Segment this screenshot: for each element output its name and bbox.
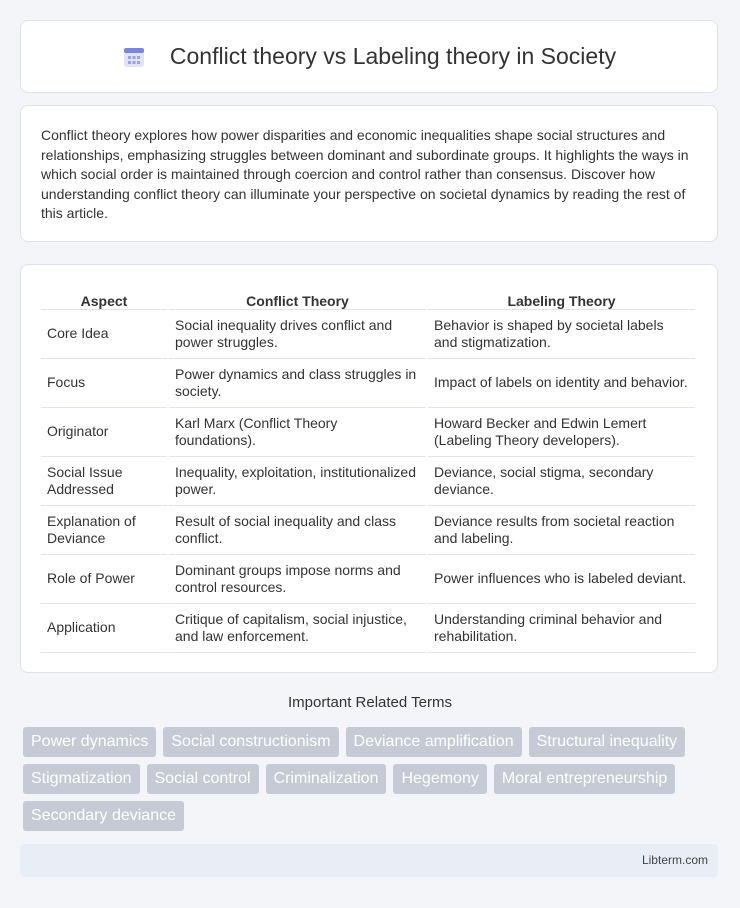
cell-aspect: Explanation of Deviance <box>41 506 167 555</box>
title-card <box>20 20 718 93</box>
comparison-table <box>39 285 697 653</box>
table-row <box>41 555 695 604</box>
term-tag[interactable]: Social control <box>147 764 259 794</box>
footer <box>20 844 718 877</box>
cell-conflict: Dominant groups impose norms and control resources. <box>169 555 426 604</box>
cell-labeling: Power influences who is labeled deviant. <box>428 555 695 604</box>
cell-aspect: Core Idea <box>41 310 167 359</box>
cell-labeling: Impact of labels on identity and behavior. <box>428 359 695 408</box>
table-card <box>20 264 718 673</box>
term-tag[interactable]: Criminalization <box>266 764 387 794</box>
cell-labeling: Deviance, social stigma, secondary deviance. <box>428 457 695 506</box>
cell-conflict: Result of social inequality and class conflict. <box>169 506 426 555</box>
header-labeling-theory: Labeling Theory <box>428 285 695 310</box>
cell-conflict: Power dynamics and class struggles in society. <box>169 359 426 408</box>
term-tag[interactable]: Moral entrepreneurship <box>494 764 675 794</box>
table-header-row <box>41 285 695 310</box>
cell-labeling: Behavior is shaped by societal labels and stigmatization. <box>428 310 695 359</box>
cell-aspect: Focus <box>41 359 167 408</box>
table-row <box>41 506 695 555</box>
page-title: Conflict theory vs Labeling theory in Society <box>169 43 617 69</box>
cell-conflict: Inequality, exploitation, institutionalized power. <box>169 457 426 506</box>
calendar-icon <box>122 45 146 69</box>
footer-site-link[interactable]: Libterm.com <box>641 853 708 867</box>
term-tag[interactable]: Social constructionism <box>163 727 338 757</box>
header-aspect: Aspect <box>41 285 167 310</box>
cell-conflict: Karl Marx (Conflict Theory foundations). <box>169 408 426 457</box>
term-tag[interactable]: Structural inequality <box>529 727 686 757</box>
cell-aspect: Social Issue Addressed <box>41 457 167 506</box>
cell-conflict: Social inequality drives conflict and power struggles. <box>169 310 426 359</box>
related-terms-title: Important Related Terms <box>288 694 452 711</box>
term-tag[interactable]: Deviance amplification <box>346 727 522 757</box>
intro-card <box>20 105 718 242</box>
related-terms-list <box>23 727 703 831</box>
header-conflict-theory: Conflict Theory <box>169 285 426 310</box>
cell-labeling: Understanding criminal behavior and rehabilitation. <box>428 604 695 653</box>
table-row <box>41 359 695 408</box>
table-row <box>41 310 695 359</box>
cell-aspect: Originator <box>41 408 167 457</box>
cell-aspect: Role of Power <box>41 555 167 604</box>
term-tag[interactable]: Secondary deviance <box>23 801 184 831</box>
table-row <box>41 408 695 457</box>
term-tag[interactable]: Power dynamics <box>23 727 156 757</box>
term-tag[interactable]: Stigmatization <box>23 764 140 794</box>
table-row <box>41 457 695 506</box>
cell-labeling: Howard Becker and Edwin Lemert (Labeling Theory developers). <box>428 408 695 457</box>
cell-labeling: Deviance results from societal reaction and labeling. <box>428 506 695 555</box>
cell-aspect: Application <box>41 604 167 653</box>
cell-conflict: Critique of capitalism, social injustice, and law enforcement. <box>169 604 426 653</box>
table-row <box>41 604 695 653</box>
intro-text: Conflict theory explores how power disparities and economic inequalities shape social structures and relationships, emphasizing struggles between dominant and subordinate groups. It highlights the ways in which social order is maintained through coercion and control rather than consensus. Discover how understanding conflict theory can illuminate your perspective on societal dynamics by reading the rest of this article. <box>41 127 689 222</box>
term-tag[interactable]: Hegemony <box>393 764 486 794</box>
